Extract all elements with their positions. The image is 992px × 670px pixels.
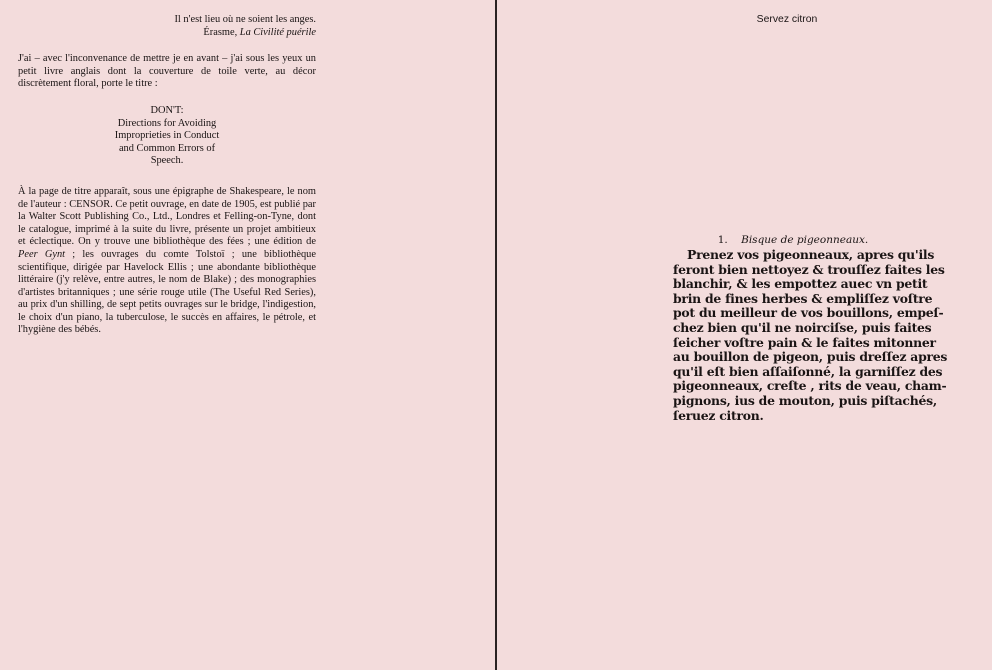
- book-title-line: Speech.: [150, 155, 184, 167]
- recipe-line: au bouillon de pigeon, puis dreſſez apres: [673, 349, 948, 365]
- book-title-line: and Common Errors of: [118, 142, 216, 154]
- main-paragraph-italic: Peer Gynt: [18, 248, 66, 260]
- recipe-line: chez bien qu'il ne noirciſse, puis faites: [673, 319, 932, 335]
- recipe-title: Bisque de pigeonneaux.: [741, 234, 869, 246]
- epigraph-author: Érasme,: [203, 26, 238, 38]
- book-title-line: Directions for Avoiding: [117, 117, 217, 129]
- recipe-line: Prenez vos pigeonneaux, apres qu'ils: [687, 247, 935, 262]
- recipe-line: ſeruez citron.: [673, 407, 764, 423]
- gutter-line: [495, 0, 497, 670]
- recipe-line: ſeicher voſtre pain & le faites mitonner: [673, 334, 936, 350]
- running-head: Servez citron: [756, 14, 818, 25]
- epigraph-attribution: [18, 27, 316, 40]
- recipe-number: 1.: [717, 234, 728, 246]
- recipe-line: qu'il eſt bien aſſaiſonné, la garniſſez des: [673, 363, 943, 379]
- recipe-line: pignons, ius de mouton, puis piſtachés,: [673, 392, 937, 408]
- epigraph-quote: Il n'est lieu où ne soient les anges.: [174, 14, 316, 25]
- epigraph-work: La Civilité puérile: [239, 26, 316, 38]
- main-paragraph: [18, 186, 316, 337]
- book-title-line: Improprieties in Conduct: [114, 130, 220, 142]
- recipe-heading: [673, 234, 895, 246]
- recipe-line: brin de fines herbes & empliſſez voſtre: [673, 290, 933, 306]
- recipe-line: blanchir, & les empottez auec vn petit: [673, 276, 928, 292]
- intro-paragraph: J'ai – avec l'inconvenance de mettre je en avant – j'ai sous les yeux un petit livre anglais dont la couverture de toile verte, au décor discrètement floral, porte le titre :: [18, 53, 316, 90]
- book-title-line: DON'T:: [150, 104, 184, 116]
- recipe-line: feront bien nettoyez & trouſſez faites les: [673, 261, 945, 277]
- left-text-block: [18, 14, 316, 337]
- main-paragraph-part1: À la page de titre apparaît, sous une épigraphe de Shakespeare, le nom de l'auteur : CENSOR. Ce petit ouvrage, en date de 1905, est publié par la Walter Scott Publishing Co., Ltd., Londres et Felling-on-Tyne, dont le catalogue, imprimé à la suite du livre, présente un projet ambitieux et éclectique. On y trouve une bibliothèque des fées ; une édition de: [18, 185, 316, 248]
- recipe-line: pot du meilleur de vos bouillons, empeſ-: [673, 305, 944, 321]
- book-title: [18, 105, 316, 168]
- main-paragraph-part2: ; les ouvrages du comte Tolstoï ; une bibliothèque scientifique, dirigée par Havelock Ellis ; une abondante bibliothèque littéraire (j'y relève, entre autres, le nom de Blake) ; des monographies d'artistes britanniques ; une série rouge utile (The Useful Red Series), au prix d'un shilling, de sept petits ouvrages sur le bridge, l'indigestion, le choix d'un piano, la tuberculose, le succès en affaires, le pétrole, et l'hygiène des bébés.: [18, 248, 316, 336]
- right-page: [498, 0, 992, 670]
- recipe-text: [673, 247, 948, 423]
- recipe-line: pigeonneaux, creſte , rits de veau, cham-: [673, 378, 947, 394]
- epigraph: [18, 14, 316, 39]
- recipe-facsimile: [673, 234, 948, 423]
